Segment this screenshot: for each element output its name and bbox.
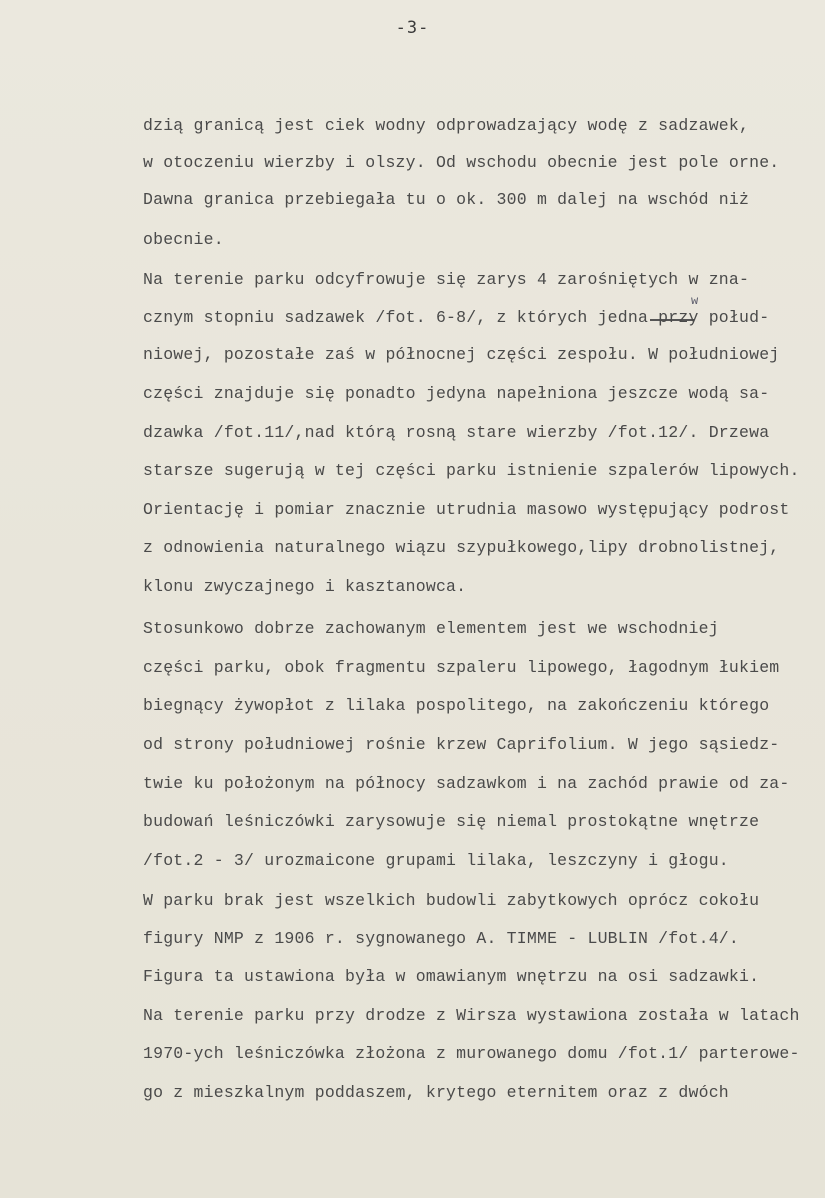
text-line-8: części znajduje się ponadto jedyna napełniona jeszcze wodą sa- bbox=[143, 384, 770, 403]
text-line-7: niowej, pozostałe zaś w północnej części zespołu. W południowej bbox=[143, 345, 780, 364]
text-line-25: 1970-ych leśniczówka złożona z murowanego domu /fot.1/ parterowe- bbox=[143, 1044, 800, 1063]
text-line-23: Figura ta ustawiona była w omawianym wnętrzu na osi sadzawki. bbox=[143, 967, 760, 986]
page-number: -3- bbox=[395, 18, 430, 38]
text-line-1: dzią granicą jest ciek wodny odprowadzający wodę z sadzawek, bbox=[143, 116, 750, 135]
text-line-9: dzawka /fot.11/,nad którą rosną stare wierzby /fot.12/. Drzewa bbox=[143, 423, 770, 442]
text-line-22: figury NMP z 1906 r. sygnowanego A. TIMME - LUBLIN /fot.4/. bbox=[143, 929, 739, 948]
text-line-21: W parku brak jest wszelkich budowli zabytkowych oprócz cokołu bbox=[143, 891, 760, 910]
text-line-13: klonu zwyczajnego i kasztanowca. bbox=[143, 577, 467, 596]
text-line-6: cznym stopniu sadzawek /fot. 6-8/, z których jedna przy połud- bbox=[143, 308, 770, 327]
text-line-17: od strony południowej rośnie krzew Caprifolium. W jego sąsiedz- bbox=[143, 735, 780, 754]
text-line-10: starsze sugerują w tej części parku istnienie szpalerów lipowych. bbox=[143, 461, 800, 480]
text-line-5: Na terenie parku odcyfrowuje się zarys 4 zarośniętych w zna- bbox=[143, 270, 750, 289]
text-line-12: z odnowienia naturalnego wiązu szypułkowego,lipy drobnolistnej, bbox=[143, 538, 780, 557]
text-line-24: Na terenie parku przy drodze z Wirsza wystawiona została w latach bbox=[143, 1006, 800, 1025]
text-line-3: Dawna granica przebiegała tu o ok. 300 m dalej na wschód niż bbox=[143, 190, 750, 209]
text-line-19: budowań leśniczówki zarysowuje się niemal prostokątne wnętrze bbox=[143, 812, 760, 831]
text-line-26: go z mieszkalnym poddaszem, krytego eternitem oraz z dwóch bbox=[143, 1083, 729, 1102]
text-line-18: twie ku położonym na północy sadzawkom i na zachód prawie od za- bbox=[143, 774, 790, 793]
text-line-16: biegnący żywopłot z lilaka pospolitego, na zakończeniu którego bbox=[143, 696, 770, 715]
text-line-11: Orientację i pomiar znacznie utrudnia masowo występujący podrost bbox=[143, 500, 790, 519]
text-line-4: obecnie. bbox=[143, 230, 224, 249]
text-line-14: Stosunkowo dobrze zachowanym elementem jest we wschodniej bbox=[143, 619, 719, 638]
text-line-20: /fot.2 - 3/ urozmaicone grupami lilaka, leszczyny i głogu. bbox=[143, 851, 729, 870]
text-line-15: części parku, obok fragmentu szpaleru lipowego, łagodnym łukiem bbox=[143, 658, 780, 677]
text-line-2: w otoczeniu wierzby i olszy. Od wschodu obecnie jest pole orne. bbox=[143, 153, 780, 172]
handwritten-insertion: w bbox=[691, 294, 699, 308]
